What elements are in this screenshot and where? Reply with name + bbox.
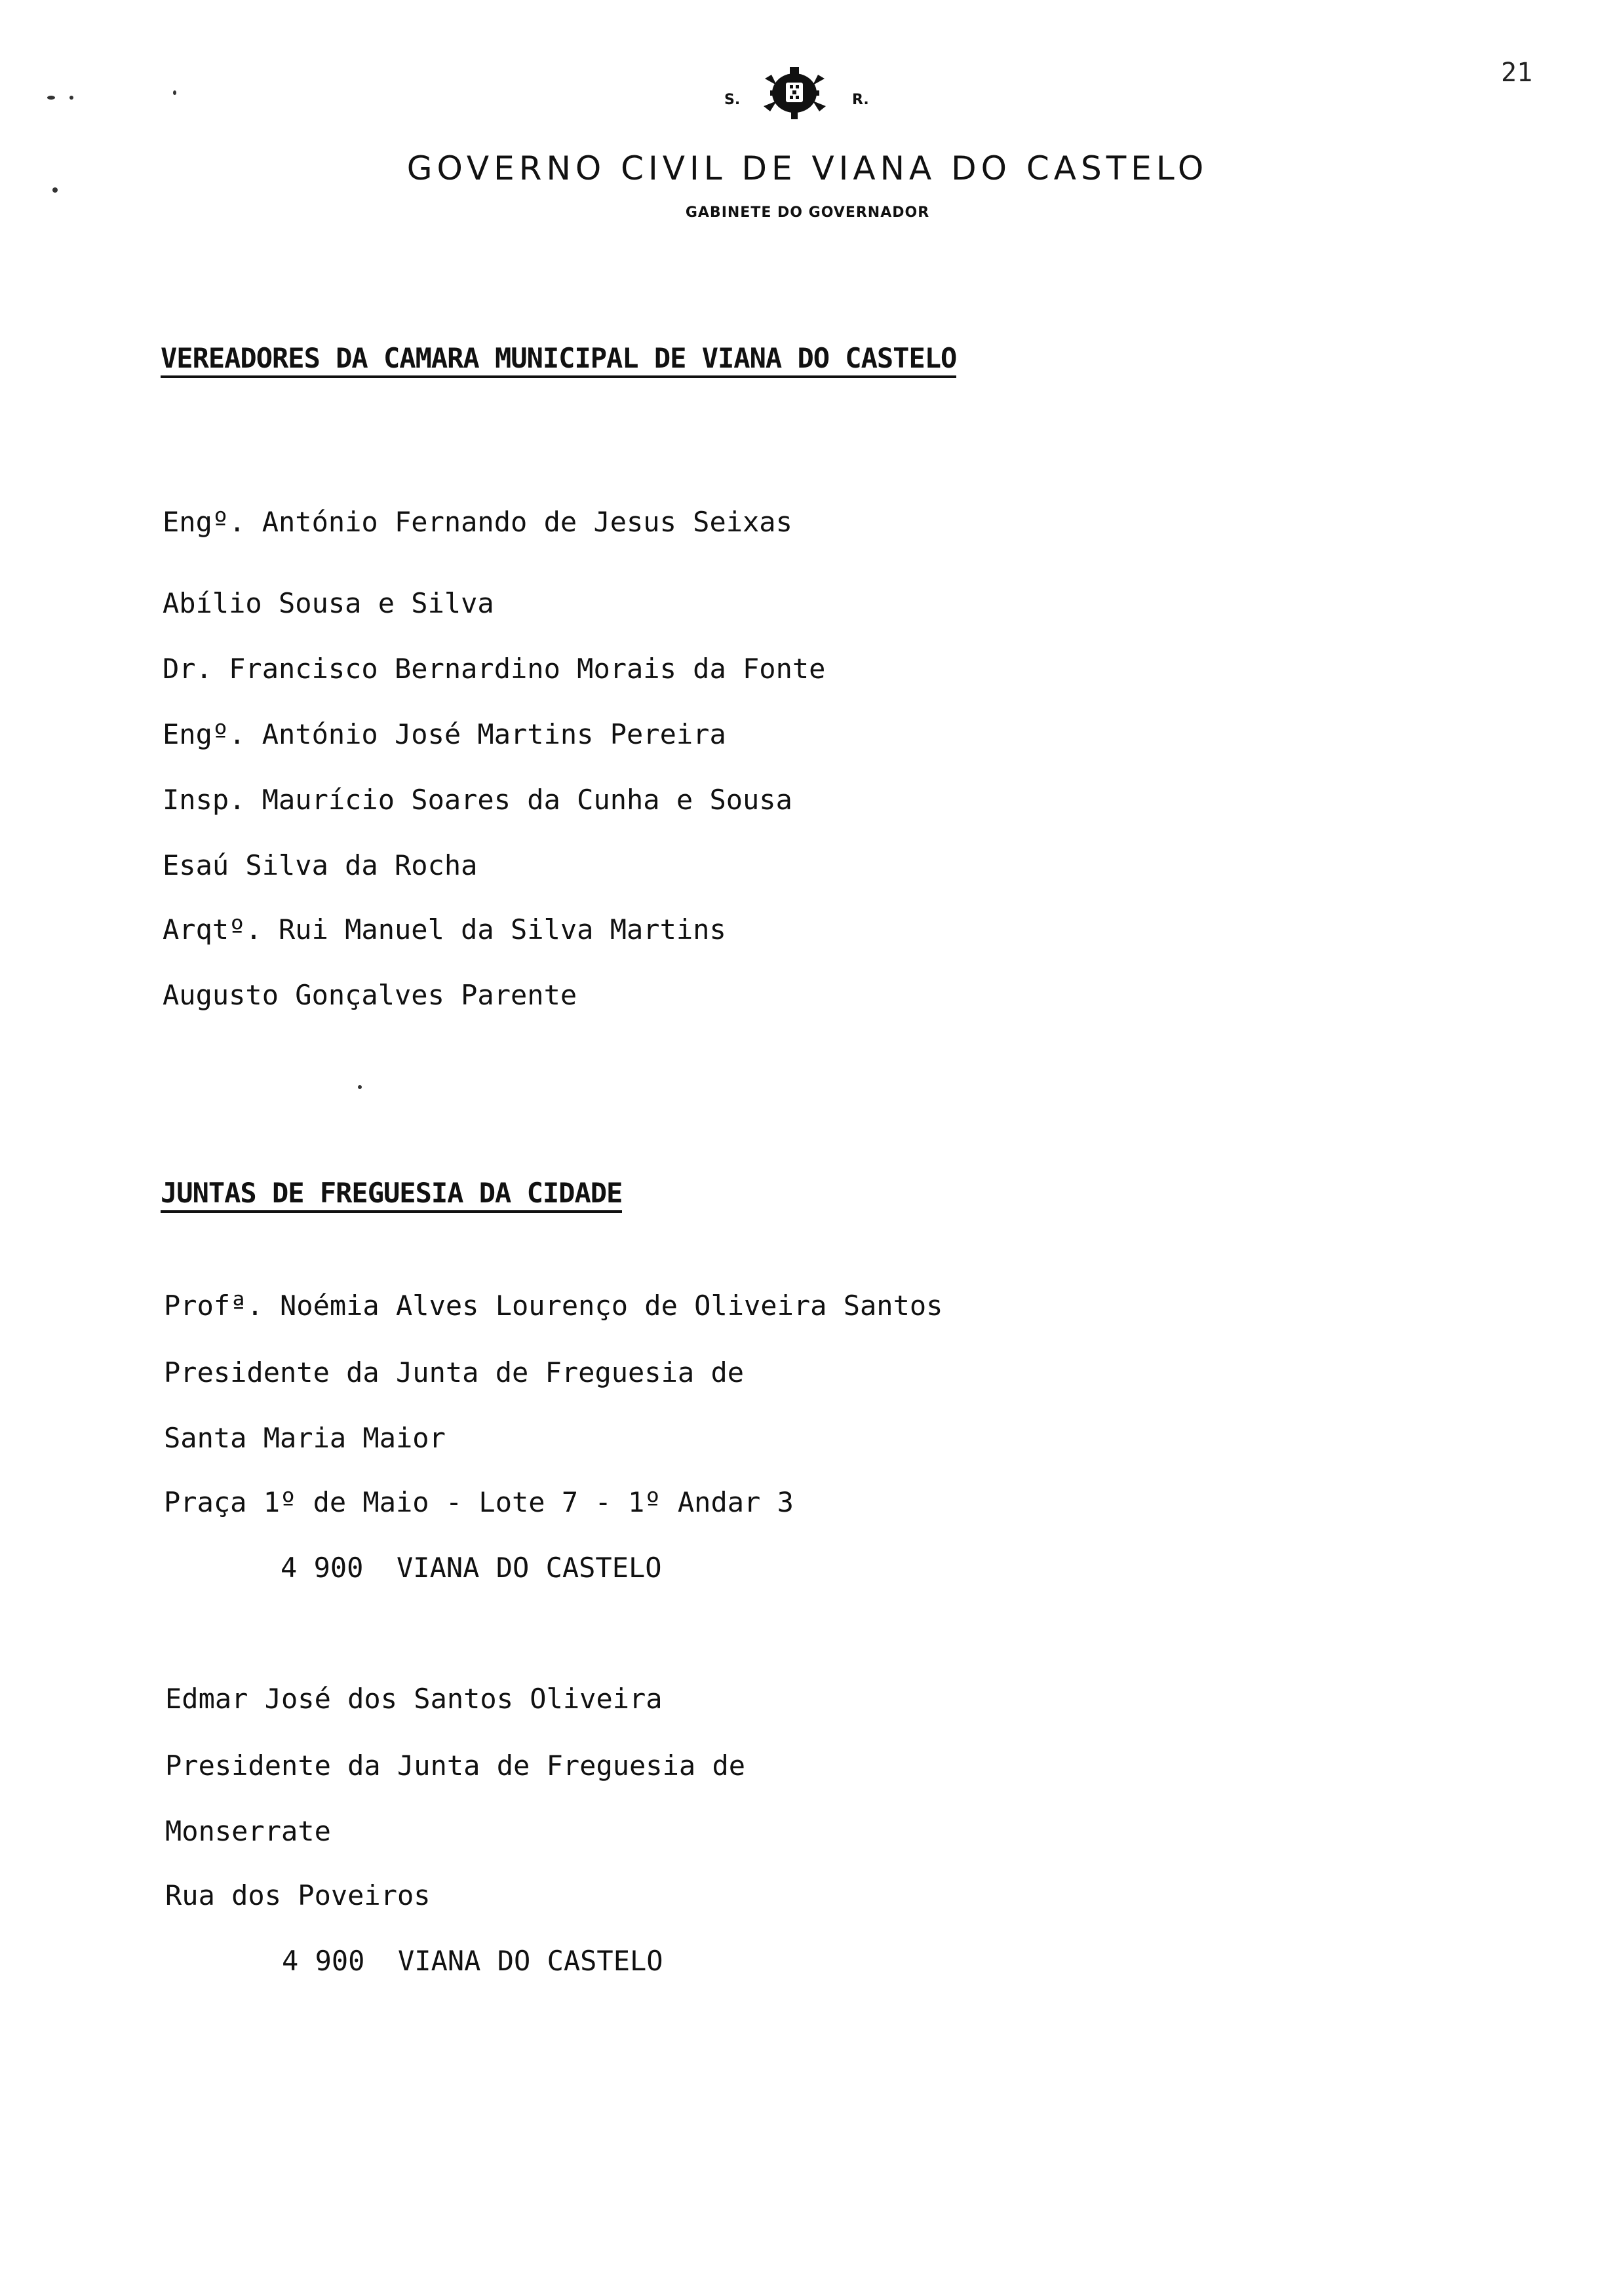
- scan-speck: [173, 90, 176, 95]
- scan-speck: [358, 1085, 362, 1089]
- entry-role: Presidente da Junta de Freguesia de: [165, 1750, 746, 1782]
- list-item: Insp. Maurício Soares da Cunha e Sousa: [163, 784, 792, 816]
- section-heading-vereadores: VEREADORES DA CAMARA MUNICIPAL DE VIANA DO CASTELO: [161, 342, 956, 378]
- entry-name: Profª. Noémia Alves Lourenço de Oliveira Santos: [164, 1290, 943, 1322]
- entry-parish: Monserrate: [165, 1815, 331, 1847]
- emblem-left-letter: S.: [724, 92, 741, 108]
- section-heading-juntas: JUNTAS DE FREGUESIA DA CIDADE: [161, 1177, 622, 1213]
- list-item: Engº. António José Martins Pereira: [163, 718, 726, 750]
- entry-city: 4 900 VIANA DO CASTELO: [282, 1945, 663, 1977]
- entry-address: Praça 1º de Maio - Lote 7 - 1º Andar 3: [164, 1486, 794, 1518]
- entry-parish: Santa Maria Maior: [164, 1422, 446, 1454]
- page-number: 21: [1501, 58, 1533, 88]
- entry-address: Rua dos Poveiros: [165, 1879, 431, 1911]
- entry-role: Presidente da Junta de Freguesia de: [164, 1356, 745, 1388]
- office-title: GOVERNO CIVIL DE VIANA DO CASTELO: [406, 149, 1209, 187]
- scan-speck: [69, 96, 73, 100]
- list-item: Arqtº. Rui Manuel da Silva Martins: [163, 913, 726, 946]
- coat-of-arms-icon: [757, 66, 832, 121]
- list-item: Augusto Gonçalves Parente: [163, 979, 577, 1011]
- entry-city: 4 900 VIANA DO CASTELO: [281, 1552, 662, 1584]
- list-item: Abílio Sousa e Silva: [163, 587, 494, 619]
- list-item: Dr. Francisco Bernardino Morais da Fonte: [163, 653, 826, 685]
- scan-speck: [47, 96, 55, 100]
- list-item: Esaú Silva da Rocha: [163, 849, 478, 881]
- scan-speck: [52, 187, 58, 193]
- emblem-right-letter: R.: [852, 92, 869, 108]
- list-item: Engº. António Fernando de Jesus Seixas: [163, 506, 792, 538]
- letterhead-emblem: [711, 66, 888, 124]
- entry-name: Edmar José dos Santos Oliveira: [165, 1683, 663, 1715]
- office-subtitle: GABINETE DO GOVERNADOR: [685, 204, 930, 221]
